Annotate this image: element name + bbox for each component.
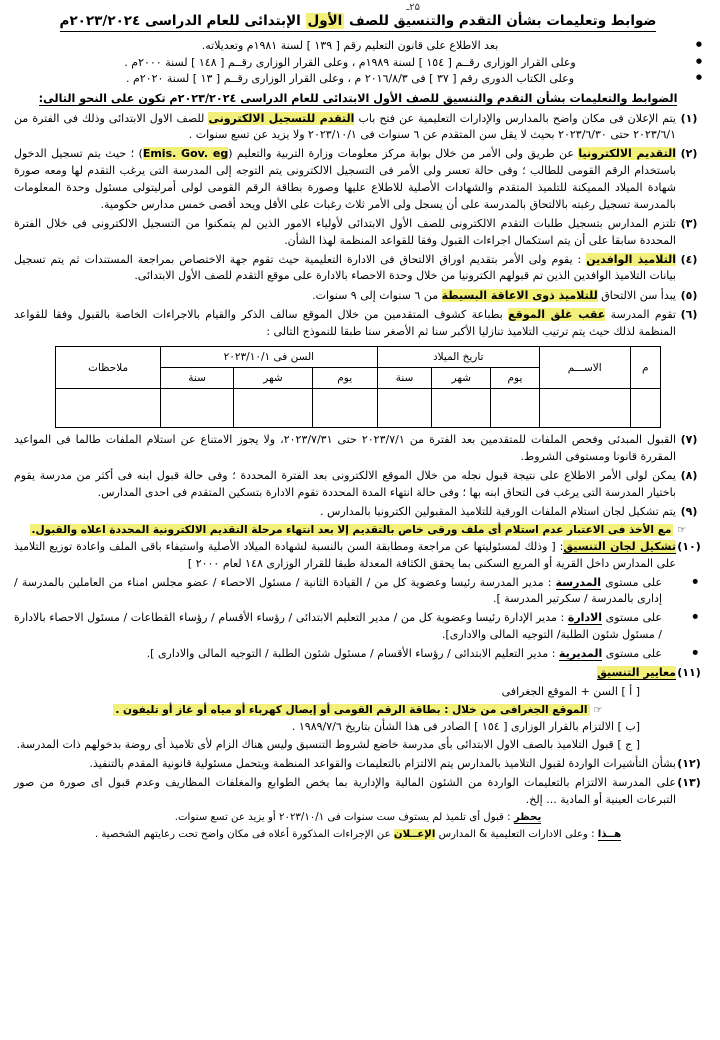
clause-4 (14, 252, 702, 285)
clause-emphasis: للتلاميذ ذوى الاعاقة البسيطة (441, 288, 598, 302)
clause-number: (١٢) (677, 757, 701, 771)
clause-body (14, 111, 676, 144)
final-note-text-tail: عن الإجراءات المذكورة أعلاه فى مكان واضح تحت رعايتهم الشخصية . (94, 829, 394, 841)
criteria-c: [ ج ] قبول التلاميذ بالصف الاول الابتدائى بأى مدرسة خاضع لشروط التنسيق وليس هناك الزام لأى تلاميذ أى روضة بدخولهم ذات المدرسة. (16, 738, 640, 752)
clause-label: معايير التنسيق (597, 665, 676, 679)
committee-level-prefix: على مستوى (602, 646, 662, 660)
clause-text: : يقوم ولى الأمر بتقديم اوراق الالتحاق فى الادارة التعليمية حيث تقوم جهة الاختصاص بمراجعة المستندات ثم يتم تسجيل بيانات التلاميذ الوافدين الذين تم قبولهم الكترونيا من خلال وحدة الاحصاء بالادارة على موقع التقدم للصف الأول الابتدائى. (14, 252, 676, 283)
list-item: ● بعد الاطلاع على قانون التعليم رقم [ ١٣٩ ] لسنة ١٩٨١م وتعديلاته. (14, 38, 702, 55)
clause-body (14, 307, 676, 340)
clause-8 (14, 468, 702, 501)
clause-body (14, 252, 676, 285)
subheader-birth-day: يوم (491, 368, 540, 389)
clause-label: تشكيل لجان التنسيق (563, 539, 676, 553)
clause-number: (٧) (680, 433, 698, 447)
clause-body (14, 288, 676, 305)
clause-emphasis: التقدم للتسجيل الالكترونى (208, 111, 355, 125)
clause-number: (٤) (680, 252, 698, 266)
title-suffix: الإبتدائى للعام الدراسى ٢٠٢٣/٢٠٢٤م (59, 13, 301, 29)
intro-line-text: الضوابط والتعليمات بشأن التقدم والتنسيق للصف الأول الابتدائى للعام الدراسى ٢٠٢٣/٢٠٢٤م تكون على النحو التالى: (38, 91, 678, 105)
final-note-2 (14, 828, 702, 843)
clause-text: يبدأ سن الالتحاق (597, 288, 676, 302)
top-page-mark: ۲۵ـ (406, 2, 420, 13)
criteria-a: [ أ ] السن + الموقع الجغرافى (501, 685, 640, 699)
star-note-text: مع الأخذ فى الاعتبار عدم استلام أى ملف ورقى خاص بالتقديم إلا بعد انتهاء مرحلة التقديم الالكترونية المحددة اعلاه والقبول. (31, 523, 672, 536)
title-highlight: الأول (307, 13, 343, 29)
criteria-geo-text: الموقع الجغرافى من خلال : بطاقة الرقم القومى أو إيصال كهرباء أو مياه أو غاز أو تليفون . (115, 703, 588, 716)
committee-directorate (14, 646, 702, 663)
preamble-bullets (14, 38, 702, 88)
clause-2 (14, 146, 702, 213)
list-item: ● وعلى القرار الوزارى رقــم [ ١٥٤ ] لسنة ١٩٨٩م ، وعلى القرار الوزارى رقــم [ ١٤٨ ] لسنة ٢٠٠٠م . (14, 55, 702, 72)
subheader-birth-month: شهر (432, 368, 491, 389)
committee-level: المدرسة (555, 575, 602, 589)
clause-body: القبول المبدئى وفحص الملفات للمتقدمين بعد الفترة من ٢٠٢٣/٧/١ حتى ٢٠٢٣/٧/٣١، ولا يجوز الامتناع عن استلام الملفات طالما فى المواعيد المقررة قانونا ومستوفى الشروط. (14, 433, 677, 464)
star-note-1 (14, 524, 702, 536)
subheader-birth-year: سنة (377, 368, 432, 389)
cell-age-day (312, 389, 377, 428)
committee-level-prefix: على مستوى (601, 575, 663, 589)
header-birth: تاريخ الميلاد (377, 347, 539, 368)
subheader-age-month: شهر (234, 368, 313, 389)
pointer-icon: ☞ (593, 703, 603, 716)
committee-school (14, 575, 702, 608)
clause-body: على المدرسة الالتزام بالتعليمات الواردة من الشئون المالية والإدارية بما يخص الطوابع والمغلفات المظاريف وعدم قبول اى صورة من صور التبرعات العينية أو المادية ... إلخ. (14, 776, 676, 807)
clause-text-tail: من ٦ سنوات إلى ٩ سنوات. (312, 288, 442, 302)
clause-body: تلتزم المدارس بتسجيل طلبات التقدم الالكترونى للصف الأول الابتدائى لأولياء الامور الذين لم يتمكنوا من التسجيل الالكترونى فى خلال الفترة المحددة سابقا على أن يتم استكمال اجراءات القبول وفقا للقواعد المنظمة لهذا الشأن. (14, 216, 676, 247)
subheader-age-year: سنة (161, 368, 234, 389)
clause-text-tail: للصف الاول الابتدائى وذلك فى الفترة من ٢٠٢٣/٦/١ حتى ٢٠٢٣/٦/٣٠ بحيث لا يقل سن المتقدم عن ٦ سنوات فى ٢٠٢٣/١٠/١ ولا يزيد عن تسع سنوات . (14, 111, 676, 142)
clause-6 (14, 307, 702, 340)
clause-text-tail: ) ؛ حيث يتم تسجيل الدخول باستخدام الرقم القومى للطالب ؛ وفى حالة تعسر ولى الأمر فى التسجيل الالكترونى يتم التوجه إلى المدرسة التى يرغب التقدم لها ومعه صورة شهادة الميلاد المميكنة للتلميذ المتقدم والشهادات الأصلية للاطلاع عليها وصورة بطاقة الرقم القومى لولى أمرليتولى مسئول وحدة المعلومات بالمدرسة تسجيل رغبته بالالتحاق بالمدرسة على أن يسجل ولى الأمر ثلاث رغبات على الأقل ويحد أقصى خمس مدارس حكومية. (14, 147, 676, 211)
clause-1 (14, 111, 702, 144)
final-note-1 (14, 811, 702, 826)
clause-number: (١) (680, 111, 698, 125)
list-item: ● وعلى الكتاب الدورى رقم [ ٣٧ ] فى ٢٠١٦/٨/٣ م ، وعلى القرار الوزارى رقــم [ ١٣ ] لسنة ٢٠٢٠م . (14, 71, 702, 88)
clause-13 (14, 775, 702, 808)
final-note-label: هــذا (597, 829, 622, 841)
clause-number: (٩) (680, 505, 698, 519)
clause-emphasis: التلاميذ الوافدين (586, 252, 676, 266)
page-title (60, 12, 657, 32)
cell-name (539, 389, 630, 428)
clause-body: يتم تشكيل لجان استلام الملفات الورقية للتلاميذ المقبولين الكترونيا بالمدارس . (319, 505, 676, 519)
clause-number: (١٠) (677, 539, 701, 553)
pointer-icon: ☞ (677, 523, 687, 536)
committee-level: الادارة (567, 611, 603, 625)
clause-7 (14, 432, 702, 465)
intro-line (14, 91, 702, 108)
cell-birth-day (491, 389, 540, 428)
clause-emphasis: التقديم الالكترونيا (578, 147, 676, 161)
header-name: الاســـم (539, 347, 630, 389)
clause-number: (٣) (680, 216, 698, 230)
cell-age-year (161, 389, 234, 428)
document-title-wrap (14, 10, 702, 32)
committee-text: : مدير المدرسة رئيسا وعضوية كل من / القيادة الثانية / مسئول الاحصاء / عضو مجلس امناء من العاملين بالمدرسة / إدارى بالمدرسة / سكرتير المدرسة ]. (14, 575, 662, 606)
clause-body: بشأن التأشيرات الواردة لقبول التلاميذ بالمدارس يتم الالتزام بالتعليمات والقواعد المنظمة ويتحمل مسئولية قانونية المقدم بالتنفيذ. (89, 757, 676, 771)
committee-text: : مدير الإدارة رئيسا وعضوية كل من / مدير التعليم الابتدائى / رؤساء الأقسام / رؤساء القطاعات / مسئول الاحصاء بالادارة / مسئول شئون الطلبة/ التوجيه المالى والادارى]. (14, 611, 662, 641)
title-prefix: ضوابط وتعليمات بشأن التقدم والتنسيق للصف (349, 13, 657, 29)
table-row (56, 389, 660, 428)
cell-birth-month (432, 389, 491, 428)
criteria-b: [ب ] الالتزام بالقرار الوزارى [ ١٥٤ ] الصادر فى هذا الشأن بتاريخ ١٩٨٩/٧/٦ . (291, 719, 640, 733)
committee-administration (14, 610, 702, 643)
final-note-label: يحظر (513, 812, 542, 824)
clause-3 (14, 216, 702, 249)
final-note-text: : وعلى الادارات التعليمية & المدارس (435, 829, 595, 841)
committee-level: المديرية (558, 646, 603, 660)
clause-number: (٦) (680, 307, 698, 321)
clause-11 (14, 665, 702, 682)
clause-5 (14, 288, 702, 305)
clause-body (14, 665, 676, 682)
clause-number: (٢) (680, 147, 698, 161)
clause-number: (٥) (680, 288, 698, 302)
header-notes: ملاحظات (56, 347, 161, 389)
portal-name: Emis. Gov. eg (142, 147, 229, 161)
clause-number: (٨) (680, 469, 698, 483)
clause-12 (14, 756, 702, 773)
clause-9 (14, 504, 702, 521)
clause-emphasis: عقب غلق الموقع (508, 307, 606, 321)
committee-level-prefix: على مستوى (602, 611, 662, 625)
clause-text: تقوم المدرسة (605, 307, 676, 321)
clause-body (14, 146, 676, 213)
clause-text: يتم الإعلان فى مكان واضح بالمدارس والإدارات التعليمية عن فتح باب (354, 111, 676, 125)
clause-text: عن طريق ولى الأمر من خلال بوابة مركز معلومات وزارة التربية والتعليم ( (228, 147, 579, 161)
clause-body: يمكن لولى الأمر الاطلاع على نتيجة قبول نجله من خلال الموقع الالكترونى بعد الفترة المحددة ؛ وفى حالة قبول ابنه فى أكثر من مدرسة يقوم باختيار المدرسة التى يرغب فى التحاق ابنه بها ؛ وفى حالة انتهاء المدة المحددة تقوم الادارة بتسكين المتقدم فى احدى المدارس. (14, 469, 676, 500)
clause-body (14, 539, 676, 572)
clause-text: : [ وذلك لمسئوليتها عن مراجعة ومطابقة السن بالنسبة لشهادة الميلاد الأصلية واستيفاء باقى الملف واعادة توزيع التلاميذ على المدارس داخل القرية أو المربع السكنى بما يحقق الكثافة المعدلة طبقا للقرار الوزارى ١٤٨ لعام ٢٠٠٠ ] (14, 539, 676, 570)
cell-serial (630, 389, 660, 428)
final-note-emphasis: الإعــلان (393, 829, 436, 841)
cell-age-month (234, 389, 313, 428)
criteria-geo (14, 704, 702, 716)
table-header-row (56, 347, 660, 368)
clause-number: (١١) (677, 665, 701, 679)
cell-notes (56, 389, 161, 428)
subheader-age-day: يوم (312, 368, 377, 389)
header-age: السن فى ٢٠٢٣/١٠/١ (161, 347, 378, 368)
final-note-text: : قبول أى تلميذ لم يستوف ست سنوات فى ٢٠٢٣/١٠/١ أو يزيد عن تسع سنوات. (174, 812, 511, 824)
clause-10 (14, 539, 702, 572)
clause-number: (١٣) (677, 776, 701, 790)
committee-text: : مدير التعليم الابتدائى / رؤساء الأقسام / مسئول شئون الطلبة / التوجيه المالى والادارى ]. (146, 646, 559, 660)
students-table (55, 346, 660, 428)
clause-text-tail: بطباعة كشوف المتقدمين من خلال الموقع سالف الذكر والقيام بالاجراءات الخاصة بالقبول وفقا للقواعد المنظمة لذلك حيث يتم ترتيب التلاميذ تنازليا الأكبر سنا ثم الأصغر سنا طبقا للنموذج التالى : (14, 307, 676, 338)
cell-birth-year (377, 389, 432, 428)
header-serial: م (630, 347, 660, 389)
